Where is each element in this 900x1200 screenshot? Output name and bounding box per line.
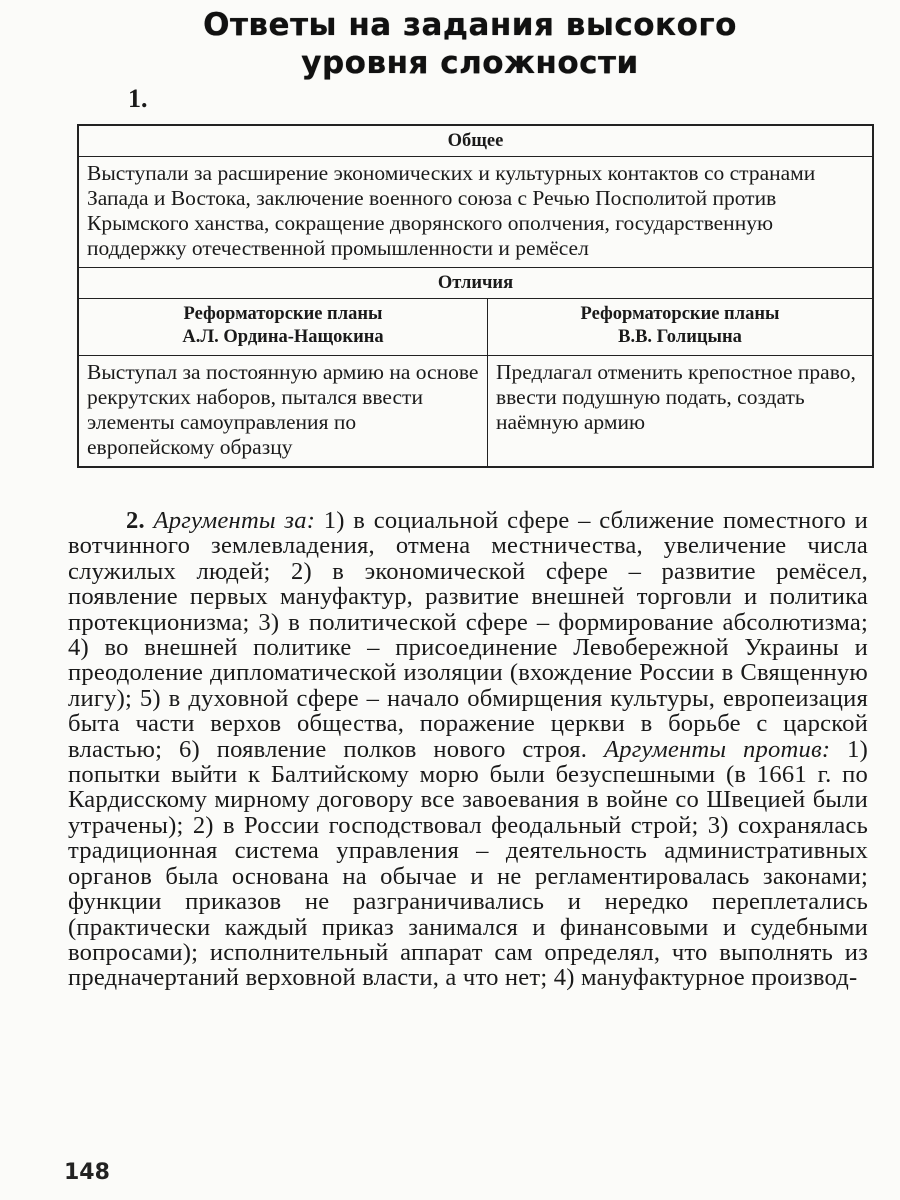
table-row: [78, 125, 873, 157]
comparison-table: [77, 124, 874, 468]
differences-header: Отличия: [78, 268, 873, 299]
table-row: [78, 268, 873, 299]
left-column-header: [78, 299, 488, 356]
task-2-number: 2.: [126, 507, 145, 534]
common-text: Выступали за расширение экономических и культурных контактов со странами Запада и Востока, заключение военного союза с Речью Посполитой против Крымского ханства, сокращение дворянского ополчения, государственную поддержку отечественной промышленности и ремёсел: [78, 157, 873, 268]
table-row: [78, 157, 873, 268]
page-number: 148: [64, 1160, 110, 1185]
right-column-header: [488, 299, 874, 356]
arguments-for-label: Аргументы за:: [153, 507, 316, 534]
title-line-2: уровня сложности: [301, 45, 639, 81]
left-column-text: Выступал за постоянную армию на основе рекрутских наборов, пытался ввести элементы самоуправления по европейскому образцу: [78, 356, 488, 468]
arguments-against-label: Аргументы против:: [603, 735, 831, 763]
table-row: [78, 299, 873, 356]
right-header-line-1: Реформаторские планы: [580, 304, 780, 324]
common-header: Общее: [78, 125, 873, 157]
title-line-1: Ответы на задания высокого: [203, 7, 737, 43]
right-header-line-2: В.В. Голицына: [618, 327, 742, 347]
arguments-against-text: 1) попытки выйти к Балтийскому морю были безуспешными (в 1661 г. по Кардисскому мирному договору все завоевания в войне со Швецией были утрачены); 2) в России господствовал феодальный строй; 3) сохранялась традиционная система управления – деятельность административных органов была основана на обычае и не регламентировалась законами; функции приказов не разграничивались и нередко переплетались (практически каждый приказ занимался и финансовыми и судебными вопросами); исполнительный аппарат сам определял, что выполнять из предначертаний верховной власти, а что нет; 4) мануфактурное производ-: [68, 735, 868, 992]
left-header-line-1: Реформаторские планы: [183, 304, 383, 324]
right-column-text: Предлагал отменить крепостное право, ввести подушную подать, создать наёмную армию: [488, 356, 874, 468]
task-2-answer: [68, 508, 868, 991]
table-row: [78, 356, 873, 468]
arguments-for-text: 1) в социальной сфере – сближение поместного и вотчинного землевладения, отмена местничества, увеличение числа служилых людей; 2) в экономической сфере – развитие ремёсел, появление первых мануфактур, развитие внешней торговли и политика протекционизма; 3) в политической сфере – формирование абсолютизма; 4) во внешней политике – присоединение Левобережной Украины и преодоление дипломатической изоляции (вхождение России в Священную лигу); 5) в духовной сфере – начало обмирщения культуры, европеизация быта части верхов общества, поражение церкви в борьбе с царской властью; 6) появление полков нового строя.: [68, 507, 869, 763]
task-1-number: 1.: [128, 84, 148, 113]
page-title: [150, 6, 790, 82]
left-header-line-2: А.Л. Ордина-Нащокина: [182, 327, 384, 347]
